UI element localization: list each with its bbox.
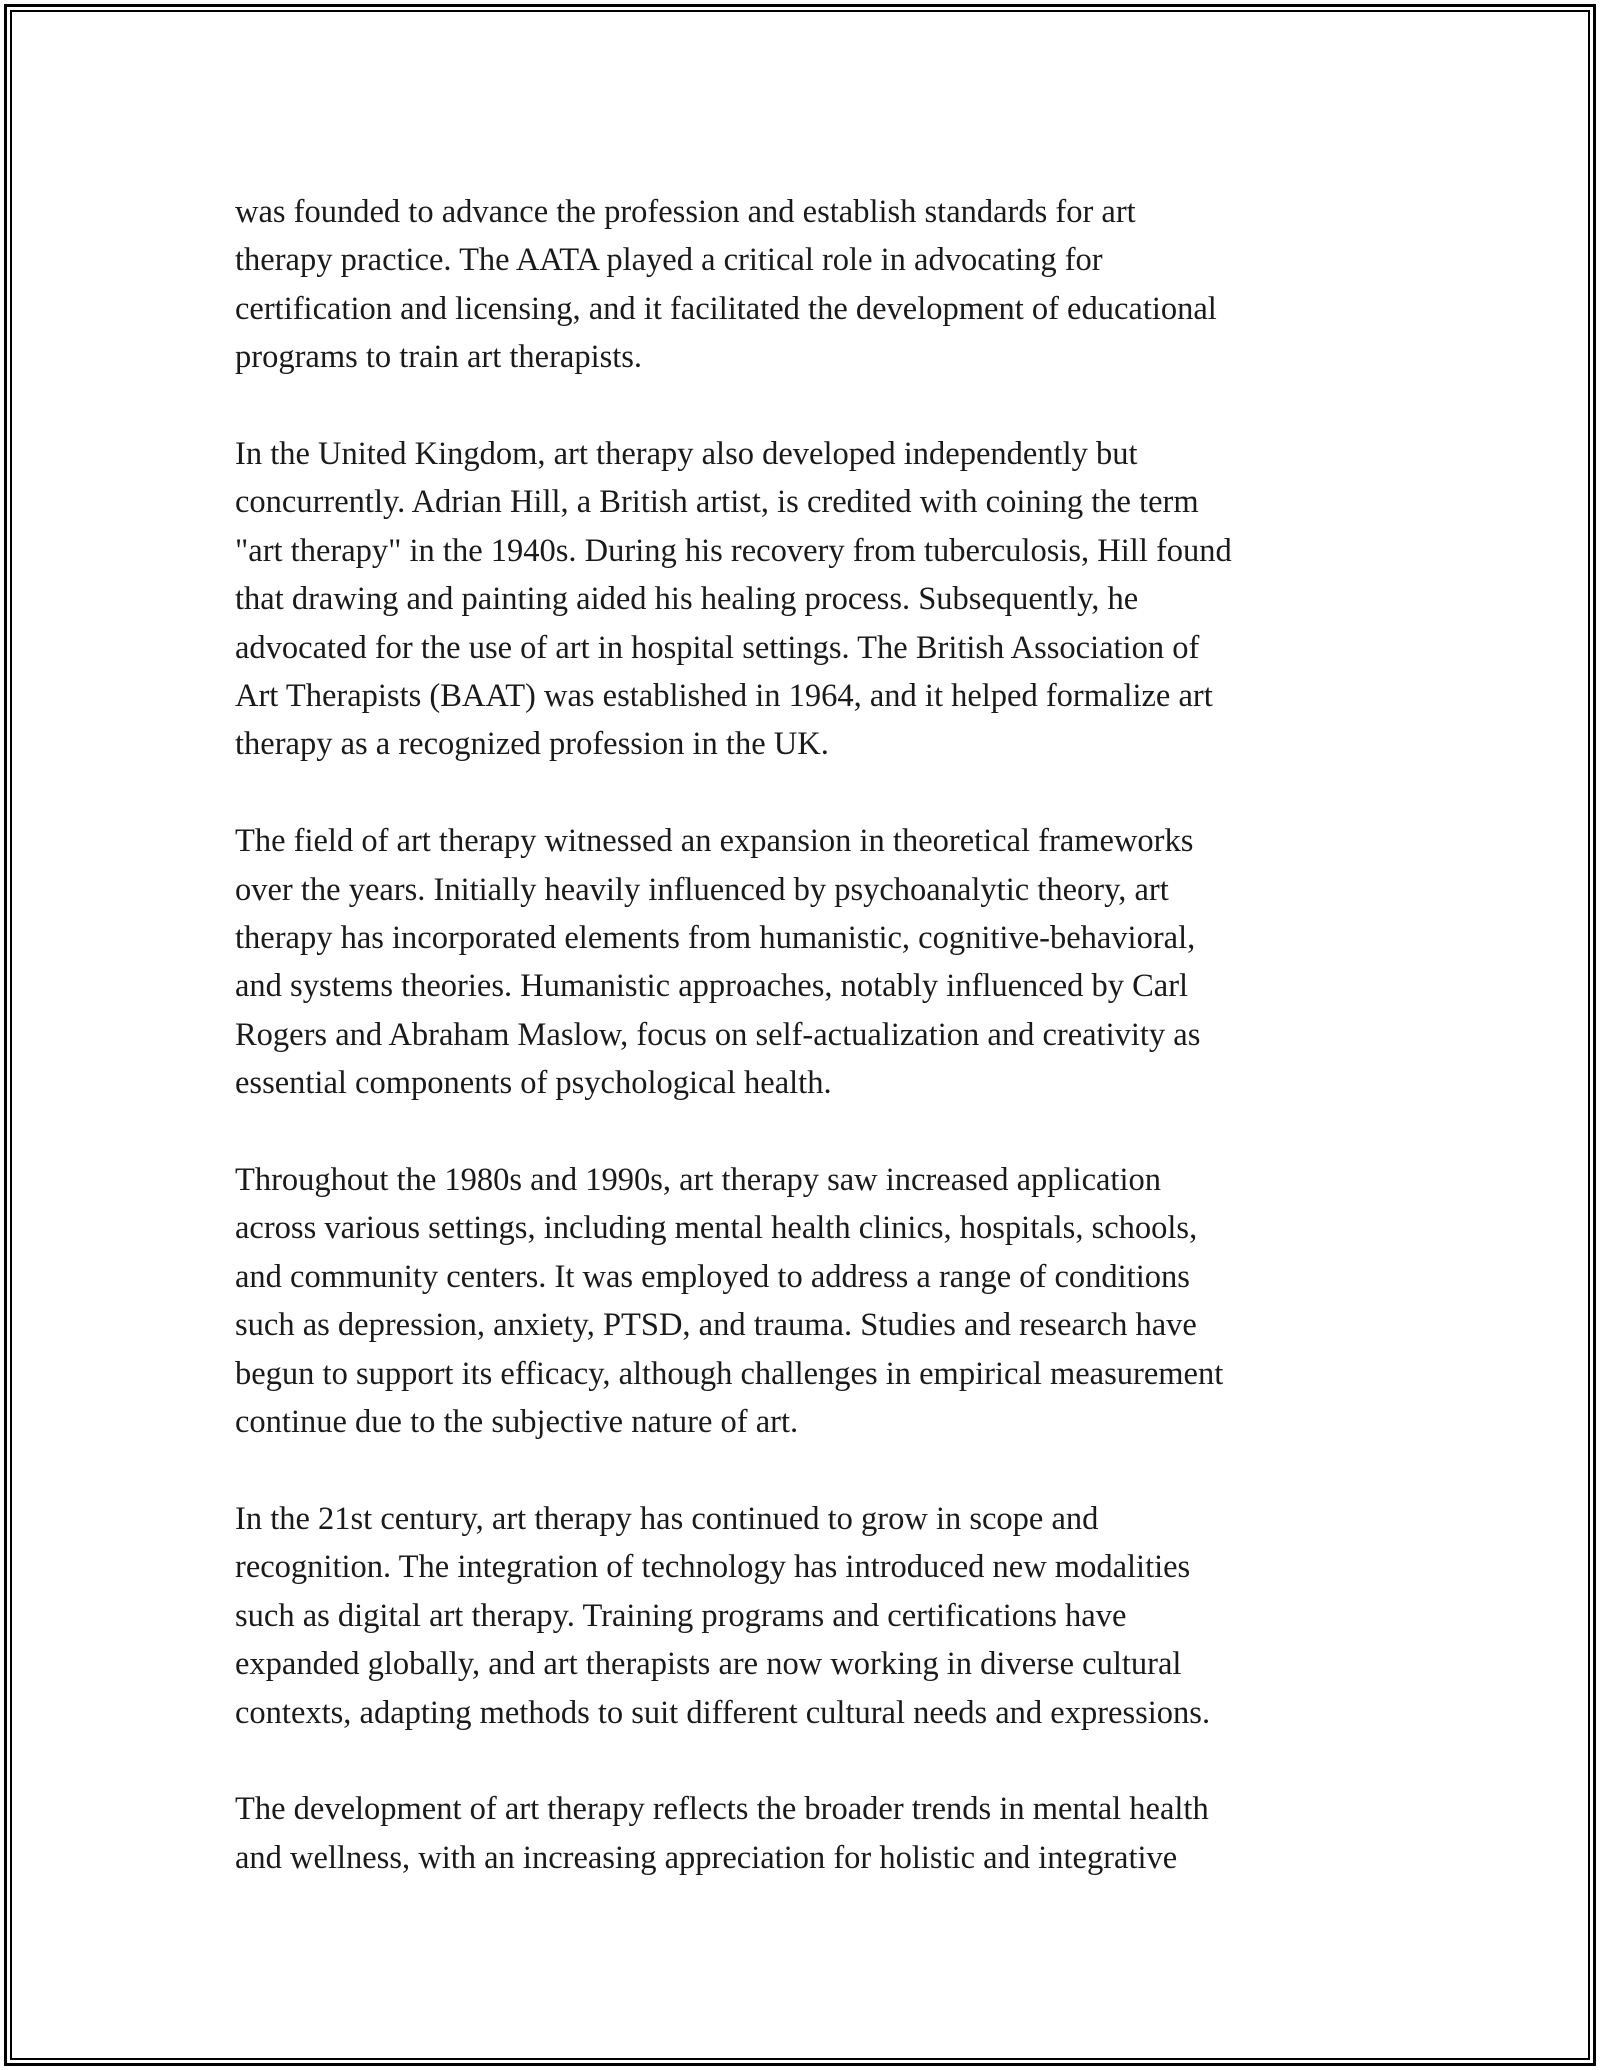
text-line: across various settings, including mental health clinics, hospitals, schools, <box>235 1210 1198 1247</box>
text-line: was founded to advance the profession and establish standards for art <box>235 194 1136 230</box>
text-line: advocated for the use of art in hospital settings. The British Association of <box>235 629 1200 666</box>
text-line: and community centers. It was employed to address a range of conditions <box>235 1258 1190 1295</box>
text-line: and wellness, with an increasing appreciation for holistic and integrative <box>235 1839 1178 1876</box>
text-line: Throughout the 1980s and 1990s, art therapy saw increased application <box>235 1162 1161 1199</box>
text-line: such as depression, anxiety, PTSD, and trauma. Studies and research have <box>235 1307 1197 1344</box>
text-line: The field of art therapy witnessed an expansion in theoretical frameworks <box>235 823 1194 860</box>
text-line: that drawing and painting aided his healing process. Subsequently, he <box>235 581 1139 618</box>
paragraph-6 <box>235 1785 1395 1882</box>
text-line: contexts, adapting methods to suit different cultural needs and expressions. <box>235 1694 1211 1731</box>
text-line: recognition. The integration of technology has introduced new modalities <box>235 1549 1191 1586</box>
text-line: The development of art therapy reflects the broader trends in mental health <box>235 1791 1209 1828</box>
document-body <box>235 188 1395 1931</box>
text-line: programs to train art therapists. <box>235 339 643 376</box>
text-line: begun to support its efficacy, although challenges in empirical measurement <box>235 1355 1224 1392</box>
text-line: essential components of psychological health. <box>235 1065 832 1102</box>
text-line: In the 21st century, art therapy has continued to grow in scope and <box>235 1500 1099 1537</box>
paragraph-1 <box>235 188 1395 382</box>
paragraph-4 <box>235 1156 1395 1446</box>
text-line: certification and licensing, and it facilitated the development of educational <box>235 290 1217 327</box>
text-line: therapy has incorporated elements from humanistic, cognitive-behavioral, <box>235 920 1196 957</box>
text-line: In the United Kingdom, art therapy also developed independently but <box>235 436 1138 473</box>
text-line: and systems theories. Humanistic approaches, notably influenced by Carl <box>235 968 1189 1005</box>
text-line: therapy practice. The AATA played a critical role in advocating for <box>235 242 1103 279</box>
paragraph-5 <box>235 1495 1395 1737</box>
paragraph-3 <box>235 817 1395 1107</box>
text-line: concurrently. Adrian Hill, a British artist, is credited with coining the term <box>235 484 1199 521</box>
text-line: over the years. Initially heavily influenced by psychoanalytic theory, art <box>235 871 1169 908</box>
text-line: "art therapy" in the 1940s. During his recovery from tuberculosis, Hill found <box>235 532 1232 569</box>
paragraph-2 <box>235 430 1395 769</box>
text-line: continue due to the subjective nature of art. <box>235 1404 799 1441</box>
text-line: expanded globally, and art therapists are now working in diverse cultural <box>235 1646 1182 1683</box>
text-line: therapy as a recognized profession in the UK. <box>235 726 829 763</box>
text-line: such as digital art therapy. Training programs and certifications have <box>235 1597 1127 1634</box>
text-line: Rogers and Abraham Maslow, focus on self-actualization and creativity as <box>235 1016 1201 1053</box>
text-line: Art Therapists (BAAT) was established in 1964, and it helped formalize art <box>235 678 1213 715</box>
